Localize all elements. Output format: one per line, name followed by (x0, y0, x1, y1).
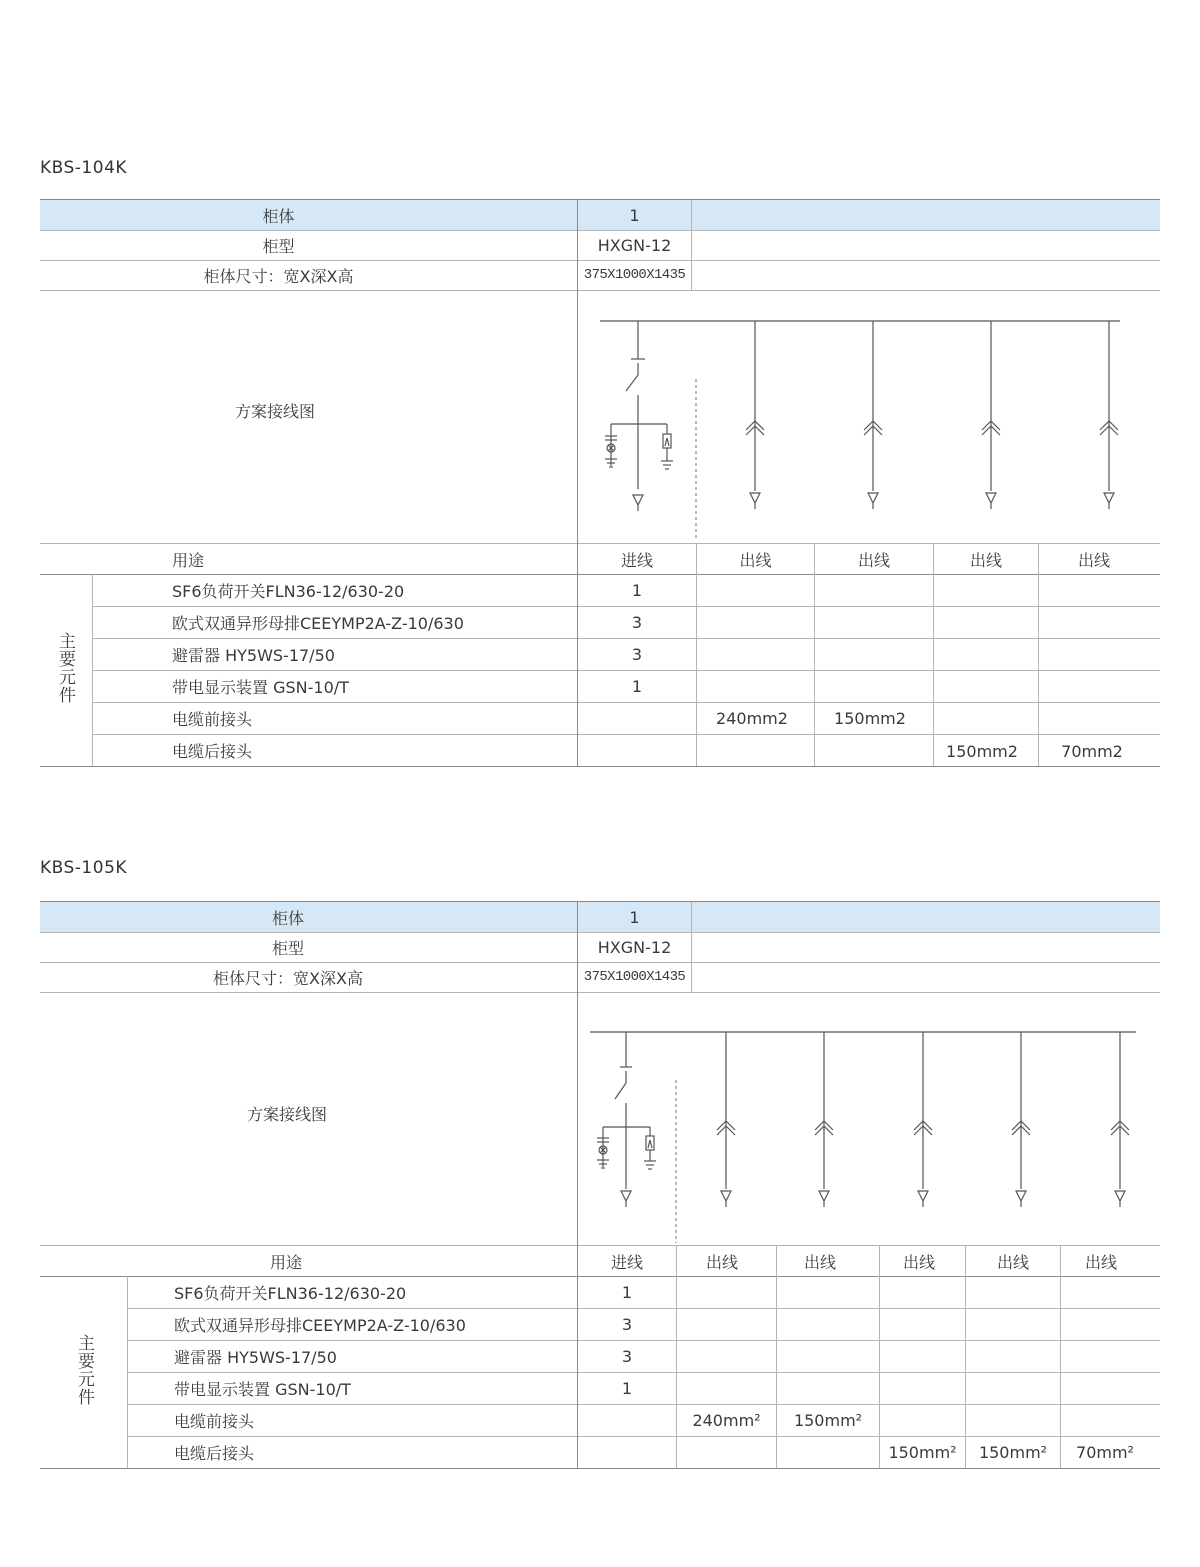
component-qty: 150mm² (793, 1411, 863, 1430)
outgoing-feeder (1012, 1032, 1030, 1207)
size-label: 柜体尺寸：宽X深X高 (203, 266, 354, 286)
group-label: 主要元件 (55, 632, 75, 704)
usage-col: 出线 (1077, 550, 1110, 570)
usage-col: 出线 (803, 1252, 836, 1272)
component-name: 电缆后接头 (174, 1444, 255, 1463)
size-value: 375X1000X1435 (583, 267, 686, 283)
incoming-feeder (597, 1032, 656, 1207)
scheme-title: KBS-105K (40, 858, 128, 878)
size-value: 375X1000X1435 (583, 969, 686, 985)
component-name: 避雷器 HY5WS-17/50 (174, 1348, 337, 1367)
component-name: SF6负荷开关FLN36-12/630-20 (172, 582, 405, 601)
usage-label: 用途 (172, 550, 205, 570)
component-qty: 70mm² (1076, 1443, 1134, 1462)
usage-col: 出线 (705, 1252, 738, 1272)
usage-col: 进线 (620, 550, 653, 570)
outgoing-feeder (982, 321, 1000, 509)
component-name: 欧式双通异形母排CEEYMP2A-Z-10/630 (172, 614, 464, 633)
usage-col: 出线 (969, 550, 1002, 570)
diagram-label: 方案接线图 (234, 401, 315, 421)
component-qty: 3 (621, 1315, 633, 1334)
type-label: 柜型 (262, 236, 295, 256)
component-name: SF6负荷开关FLN36-12/630-20 (174, 1284, 407, 1303)
component-qty: 150mm² (978, 1443, 1048, 1462)
component-qty: 150mm2 (946, 742, 1018, 761)
group-label: 主要元件 (74, 1334, 94, 1406)
usage-col: 出线 (996, 1252, 1029, 1272)
outgoing-feeder (1111, 1032, 1129, 1207)
cabinet-label: 柜体 (262, 206, 295, 226)
component-qty: 240mm2 (716, 709, 788, 728)
component-qty: 150mm² (888, 1443, 957, 1462)
cabinet-label: 柜体 (271, 908, 304, 928)
usage-col: 出线 (857, 550, 890, 570)
component-qty: 3 (621, 1347, 633, 1366)
component-qty: 1 (631, 581, 643, 600)
component-qty: 3 (631, 645, 643, 664)
component-qty: 1 (621, 1379, 633, 1398)
wiring-diagram (578, 993, 1160, 1245)
component-name: 电缆后接头 (172, 742, 253, 761)
size-label: 柜体尺寸：宽X深X高 (213, 968, 363, 988)
outgoing-feeders (717, 1032, 1129, 1207)
usage-col: 出线 (902, 1252, 935, 1272)
outgoing-feeder (746, 321, 764, 509)
component-qty: 1 (621, 1283, 633, 1302)
scheme-title: KBS-104K (40, 158, 128, 178)
outgoing-feeder (1100, 321, 1118, 509)
usage-col: 出线 (1084, 1252, 1117, 1272)
component-name: 避雷器 HY5WS-17/50 (172, 646, 335, 665)
usage-label: 用途 (270, 1252, 303, 1272)
cabinet-value: 1 (629, 205, 640, 225)
component-name: 电缆前接头 (174, 1412, 255, 1431)
outgoing-feeder (914, 1032, 932, 1207)
component-name: 带电显示装置 GSN-10/T (174, 1380, 351, 1399)
usage-col: 进线 (610, 1252, 643, 1272)
component-name: 电缆前接头 (172, 710, 253, 729)
component-qty: 70mm2 (1061, 742, 1123, 761)
component-qty: 240mm² (692, 1411, 761, 1430)
component-name: 欧式双通异形母排CEEYMP2A-Z-10/630 (174, 1316, 466, 1335)
incoming-feeder (605, 321, 673, 511)
cabinet-value: 1 (629, 907, 640, 927)
component-qty: 1 (631, 677, 643, 696)
outgoing-feeder (717, 1032, 735, 1207)
component-name: 带电显示装置 GSN-10/T (172, 678, 349, 697)
outgoing-feeder (864, 321, 882, 509)
type-label: 柜型 (271, 938, 304, 958)
diagram-label: 方案接线图 (246, 1104, 327, 1124)
wiring-diagram (578, 291, 1160, 543)
component-qty: 3 (631, 613, 643, 632)
outgoing-feeder (815, 1032, 833, 1207)
outgoing-feeders (746, 321, 1118, 509)
usage-col: 出线 (739, 550, 772, 570)
component-qty: 150mm2 (834, 709, 906, 728)
type-value: HXGN-12 (597, 235, 672, 255)
type-value: HXGN-12 (597, 937, 672, 957)
